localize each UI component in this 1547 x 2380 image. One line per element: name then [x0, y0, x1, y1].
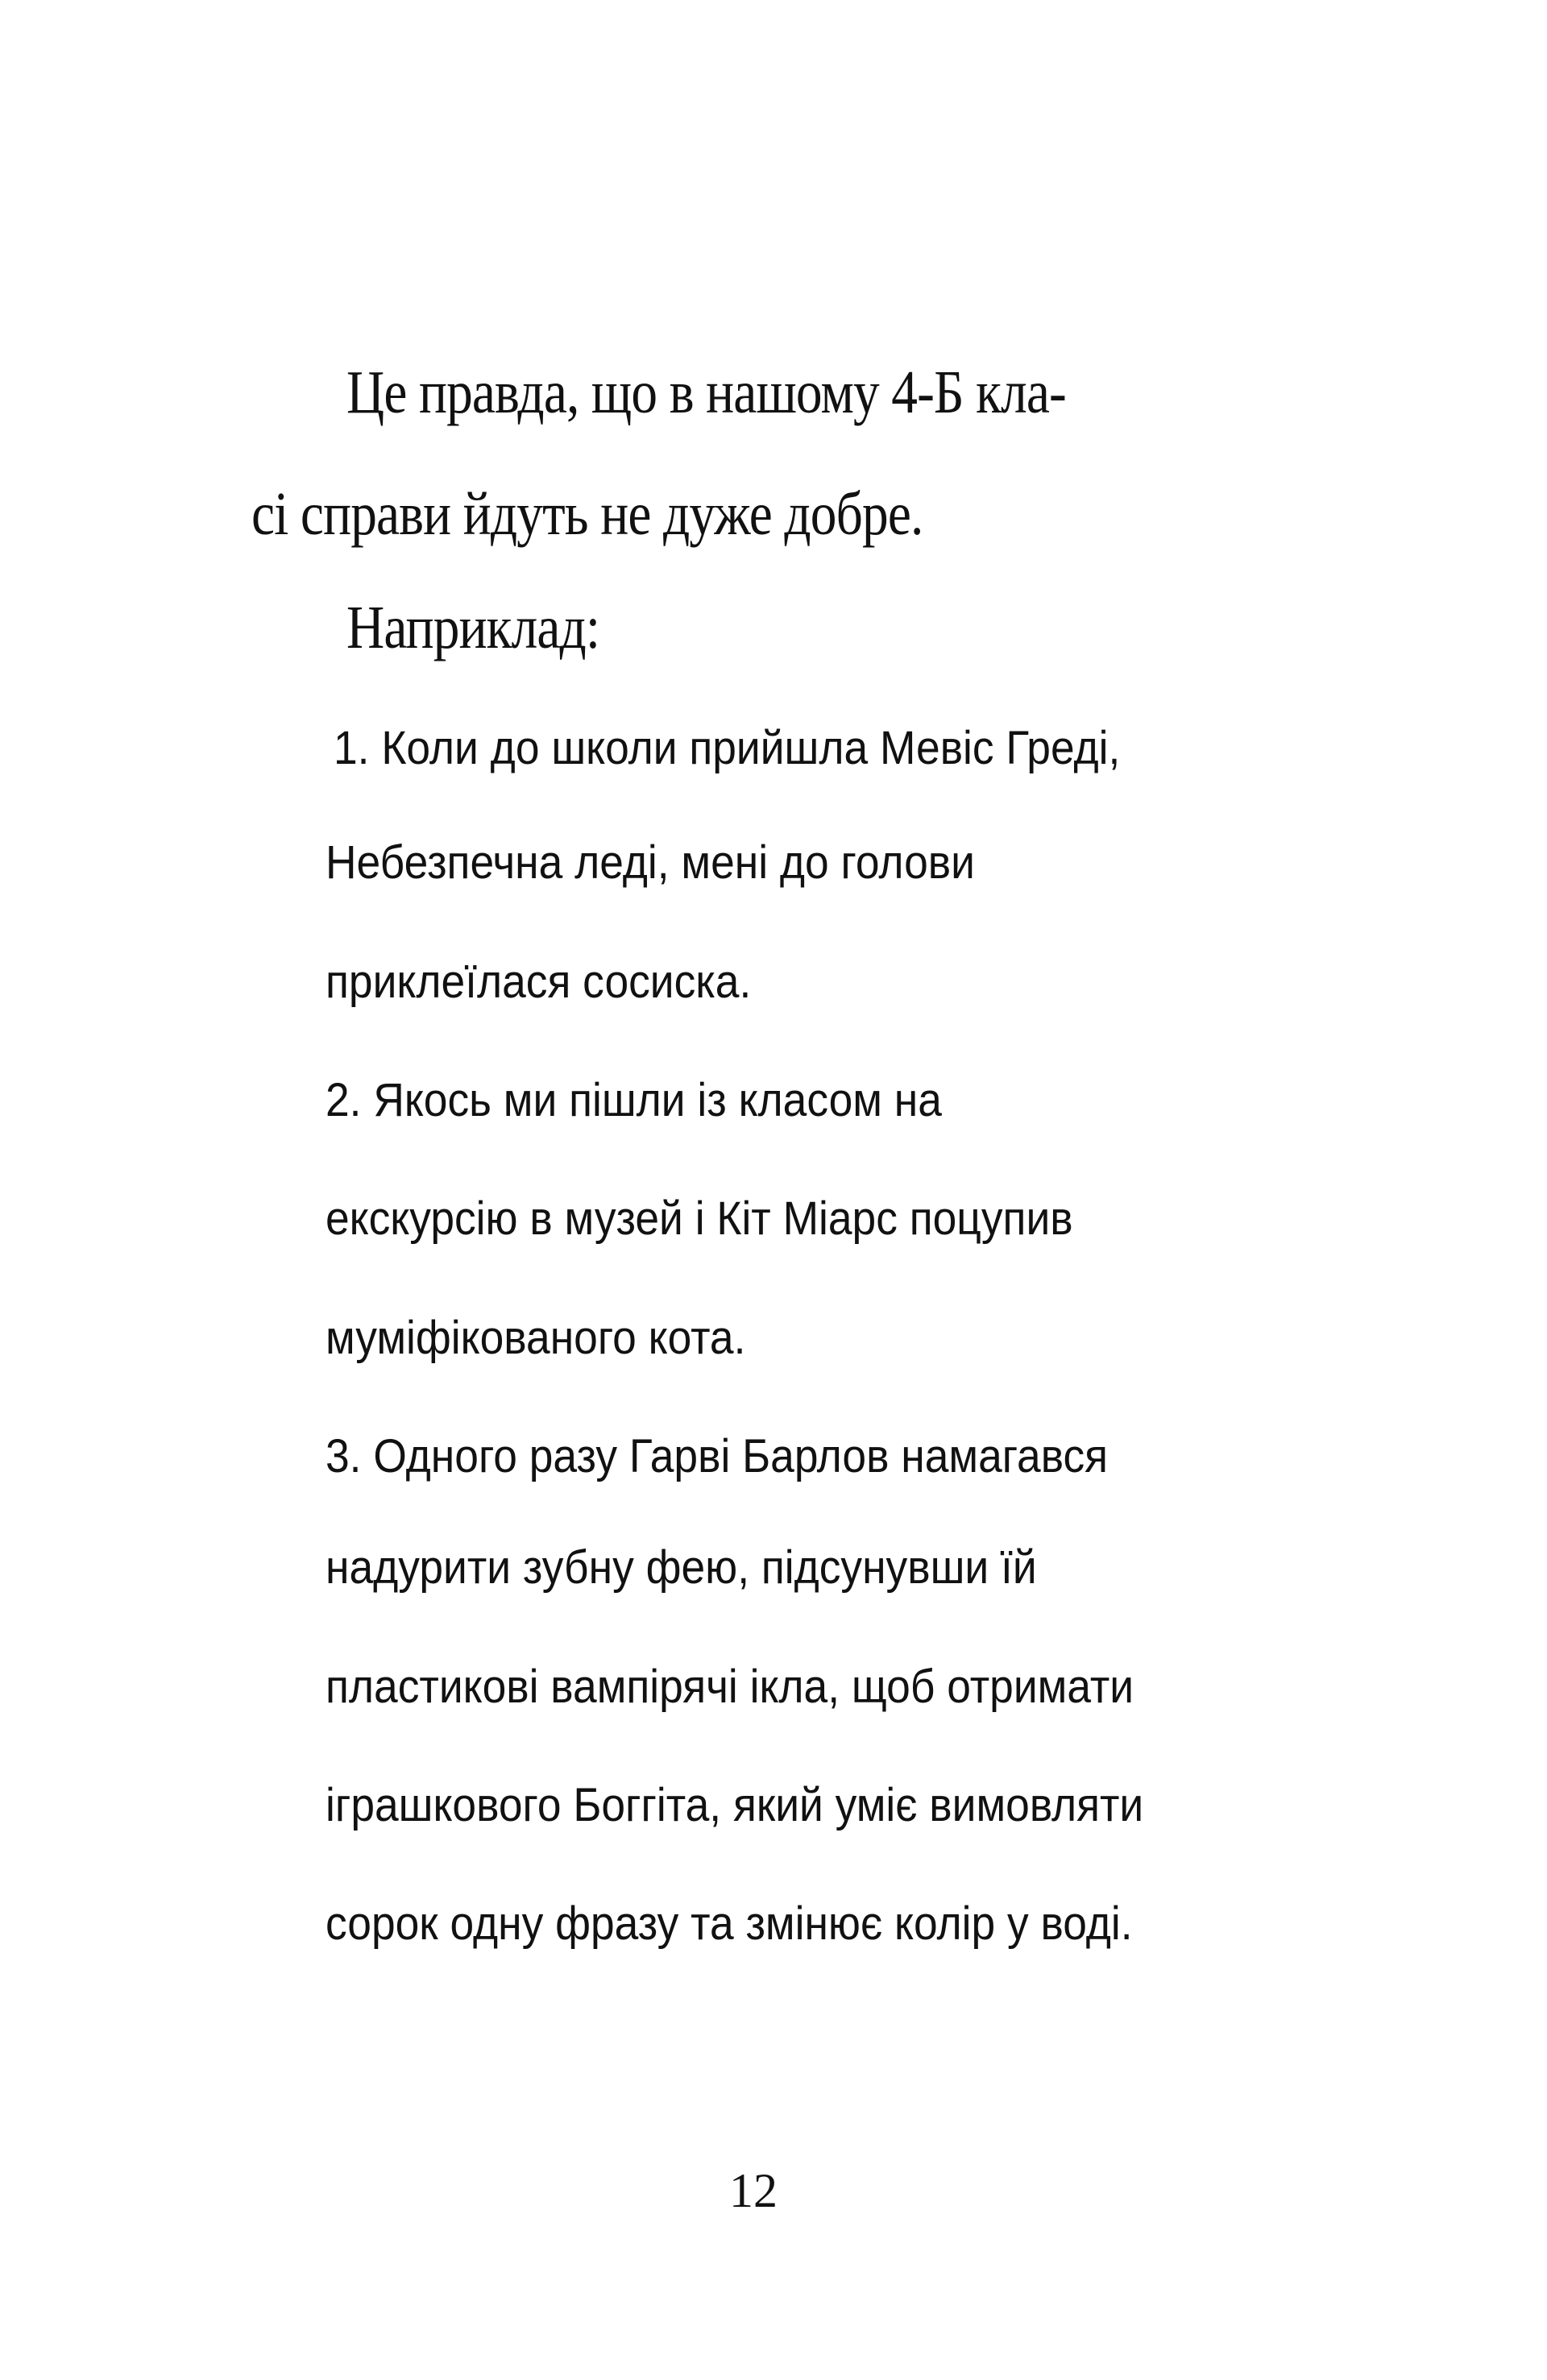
- list-item-line: приклеїлася сосиска.: [326, 956, 752, 1008]
- list-item-line: Небезпечна леді, мені до голови: [326, 836, 975, 889]
- list-item-line: екскурсію в музей і Кіт Міарс поцупив: [326, 1192, 1073, 1245]
- list-item-line: 1. Коли до школи прийшла Мевіс Греді,: [334, 722, 1121, 774]
- list-item-line: 2. Якось ми пішли із класом на: [326, 1074, 942, 1126]
- paragraph-line: сі справи йдуть не дуже добре.: [251, 480, 923, 548]
- list-item-line: пластикові вампірячі ікла, щоб отримати: [326, 1661, 1134, 1713]
- list-item-line: 3. Одного разу Гарві Барлов намагався: [326, 1430, 1109, 1482]
- paragraph-line: Це правда, що в нашому 4-Б кла-: [346, 359, 1066, 426]
- list-item-line: іграшкового Боггіта, який уміє вимовляти: [326, 1779, 1144, 1831]
- list-item-line: сорок одну фразу та змінює колір у воді.: [326, 1897, 1133, 1950]
- list-item-line: муміфікованого кота.: [326, 1312, 746, 1364]
- list-item-line: надурити зубну фею, підсунувши їй: [326, 1541, 1037, 1594]
- page-number: 12: [729, 2164, 778, 2217]
- paragraph-line: Наприклад:: [346, 594, 600, 661]
